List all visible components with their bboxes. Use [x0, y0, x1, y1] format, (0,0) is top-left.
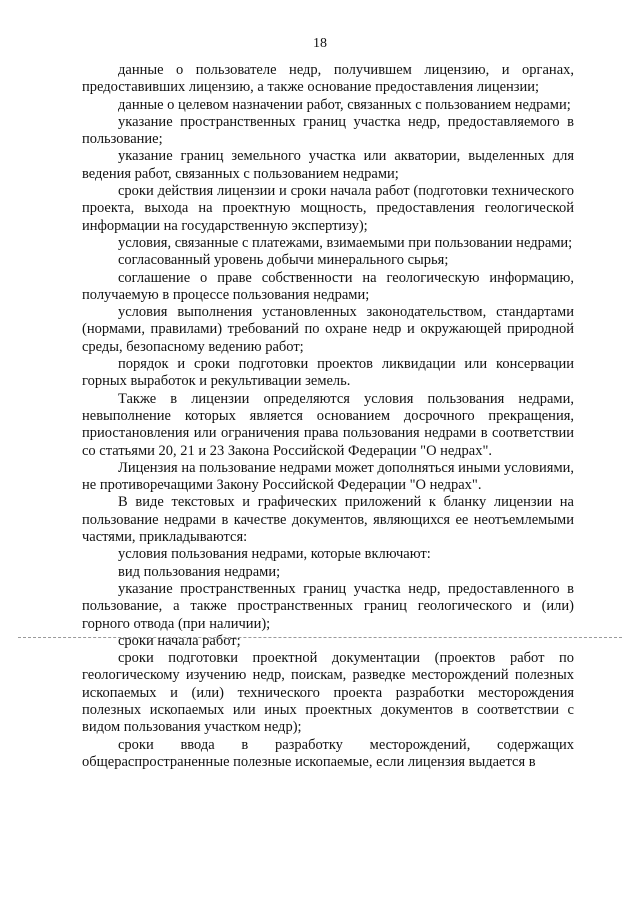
paragraph: указание пространственных границ участка недр, предоставляемого в пользование;	[82, 113, 574, 148]
paragraph: данные о целевом назначении работ, связанных с пользованием недрами;	[118, 96, 571, 113]
paragraph: Лицензия на пользование недрами может дополняться иными условиями, не противоречащими Закону Российской Федерации "О недрах".	[82, 459, 574, 494]
paragraph: сроки подготовки проектной документации (проектов работ по геологическому изучению недр, поискам, разведке месторождений полезных ископаемых и (или) технического проекта разработки месторождения полезных ископаемых или иных проектных документов в соответствии с видом пользования участком недр);	[82, 650, 574, 736]
document-body	[82, 62, 574, 771]
paragraph: Также в лицензии определяются условия пользования недрами, невыполнение которых является основанием досрочного прекращения, приостановления или ограничения права пользования недрами в соответствии со статьями 20, 21 и 23 Закона Российской Федерации "О недрах".	[82, 390, 574, 459]
paragraph: соглашение о праве собственности на геологическую информацию, получаемую в процессе пользования недрами;	[82, 269, 574, 303]
paragraph: вид пользования недрами;	[118, 563, 281, 580]
paragraph: порядок и сроки подготовки проектов ликвидации или консервации горных выработок и рекультивации земель.	[82, 356, 574, 390]
paragraph: условия пользования недрами, которые включают:	[118, 546, 431, 563]
paragraph: согласованный уровень добычи минерального сырья;	[118, 252, 449, 269]
paragraph: сроки начала работ;	[118, 632, 241, 649]
paragraph: указание границ земельного участка или акватории, выделенных для ведения работ, связанных с пользованием недрами;	[82, 148, 574, 182]
paragraph: В виде текстовых и графических приложений к бланку лицензии на пользование недрами в качестве документов, являющихся ее неотъемлемыми частями, прикладываются:	[82, 494, 574, 546]
paragraph: указание пространственных границ участка недр, предоставленного в пользование, а также пространственных границ геологического и (или) горного отвода (при наличии);	[82, 580, 574, 632]
paragraph: условия, связанные с платежами, взимаемыми при пользовании недрами;	[118, 234, 573, 251]
page-number: 18	[313, 36, 327, 51]
paragraph: условия выполнения установленных законодательством, стандартами (нормами, правилами) требований по охране недр и окружающей природной среды, безопасному ведению работ;	[82, 304, 574, 355]
paragraph: сроки ввода в разработку месторождений, содержащих общераспространенные полезные ископаемые, если лицензия выдается в	[82, 736, 574, 770]
paragraph: сроки действия лицензии и сроки начала работ (подготовки технического проекта, выхода на проектную мощность, предоставления геологической информации на государственную экспертизу);	[82, 183, 574, 234]
paragraph: данные о пользователе недр, получившем лицензию, и органах, предоставивших лицензию, а также основание предоставления лицензии;	[82, 62, 574, 96]
